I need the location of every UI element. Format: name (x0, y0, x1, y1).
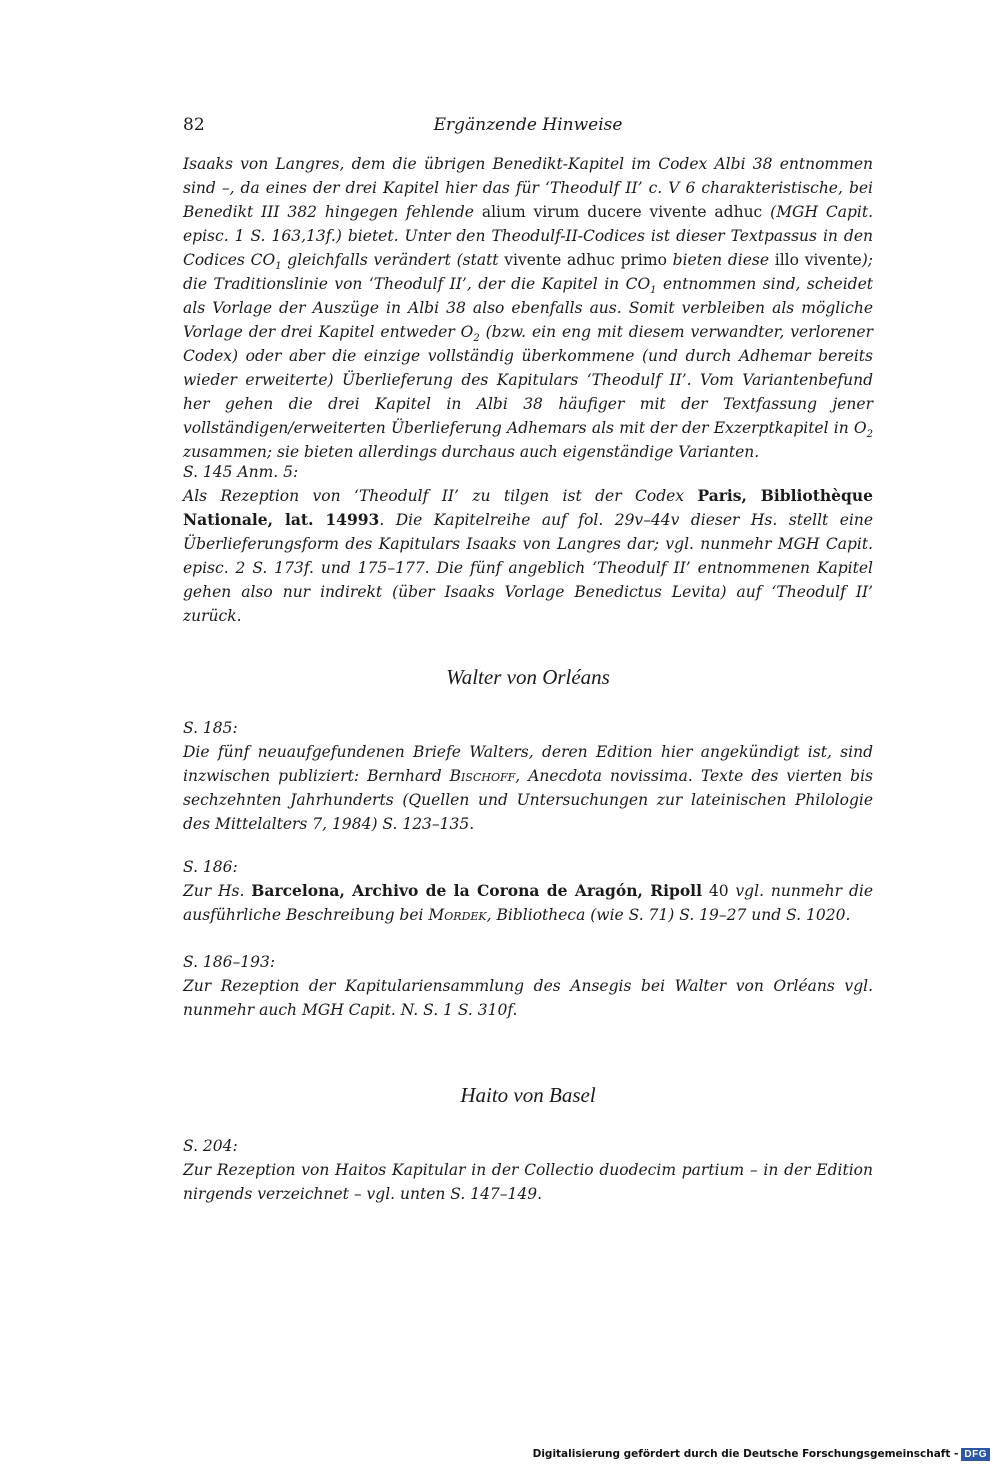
note-text: Zur Hs. Barcelona, Archivo de la Corona de Aragón, Ripoll 40 vgl. nunmehr die ausführliche Beschreibung bei Mordek, Bibliotheca (wie S. 71) S. 19–27 und S. 1020. (183, 881, 873, 924)
section-heading-haito: Haito von Basel (460, 1083, 596, 1107)
section-heading-walter: Walter von Orléans (446, 665, 610, 689)
note-text: Als Rezeption von ‘Theodulf II’ zu tilgen ist der Codex Paris, Bibliothèque Nationale, lat. 14993. Die Kapitelreihe auf fol. 29v–44v dieser Hs. stellt eine Überlieferungsform des Kapitulars Isaaks von Langres dar; vgl. nunmehr MGH Capit. episc. 2 S. 173f. und 175–177. Die fünf angeblich ‘Theodulf II’ entnommenen Kapitel gehen also nur indirekt (über Isaaks Vorlage Benedictus Levita) auf ‘Theodulf II’ zurück. (183, 486, 873, 625)
note-text: Zur Rezeption von Haitos Kapitular in der Collectio duodecim partium – in der Edition nirgends verzeichnet – vgl. unten S. 147–149. (183, 1161, 873, 1203)
note-reference: S. 145 Anm. 5: (183, 463, 299, 481)
dfg-logo: DFG (961, 1448, 990, 1461)
digitization-footer (533, 1443, 990, 1465)
funding-notice: Digitalisierung gefördert durch die Deutsche Forschungsgemeinschaft - (532, 1448, 959, 1460)
note-text: Zur Rezeption der Kapitulariensammlung des Ansegis bei Walter von Orléans vgl. nunmehr auch MGH Capit. N. S. 1 S. 310f. (183, 977, 873, 1019)
note-entry-s186 (183, 855, 873, 927)
note-entry-s185 (183, 716, 873, 836)
note-reference: S. 186–193: (183, 953, 276, 971)
note-reference: S. 186: (183, 858, 238, 876)
paragraph-text: Isaaks von Langres, dem die übrigen Benedikt-Kapitel im Codex Albi 38 entnommen sind –, da eines der drei Kapitel hier das für ‘Theodulf II’ c. V 6 charakteristische, bei Benedikt III 382 hingegen fehlende alium virum ducere vivente adhuc (MGH Capit. episc. 1 S. 163,13f.) bietet. Unter den Theodulf-II-Codices ist dieser Textpassus in den Codices $CO_1$ gleichfalls verändert (statt vivente adhuc primo bieten diese illo vivente); die Traditionslinie von ‘Theodulf II’, der die Kapitel in $CO_1$ entnommen sind, scheidet als Vorlage der Auszüge in Albi 38 also ebenfalls aus. Somit verbleiben als mögliche Vorlage der drei Kapitel entweder $O_2$ (bzw. ein eng mit diesem verwandter, verlorener Codex) oder aber die einzige vollständig überkommene (und durch Adhemar bereits wieder erweiterte) Überlieferung des Kapitulars ‘Theodulf II’. Vom Variantenbefund her gehen die drei Kapitel in Albi 38 häufiger mit der Textfassung jener vollständigen/erweiterten Überlieferung Adhemars als mit der der Exzerptkapitel in $O_2$ zusammen; sie bieten allerdings durchaus auch eigenständige Varianten. (183, 155, 874, 461)
running-head (183, 115, 873, 143)
continuation-paragraph (183, 152, 873, 464)
note-reference: S. 185: (183, 719, 238, 737)
note-text: Die fünf neuaufgefundenen Briefe Walters, deren Edition hier angekündigt ist, sind inzwischen publiziert: Bernhard Bischoff, Anecdota novissima. Texte des vierten bis sechzehnten Jahrhunderts (Quellen und Untersuchungen zur lateinischen Philologie des Mittelalters 7, 1984) S. 123–135. (183, 743, 873, 833)
running-title: Ergänzende Hinweise (433, 115, 623, 135)
note-entry-s145 (183, 460, 873, 628)
note-entry-s186-193 (183, 950, 873, 1022)
note-entry-s204 (183, 1134, 873, 1206)
note-reference: S. 204: (183, 1137, 238, 1155)
page-number: 82 (183, 115, 205, 135)
